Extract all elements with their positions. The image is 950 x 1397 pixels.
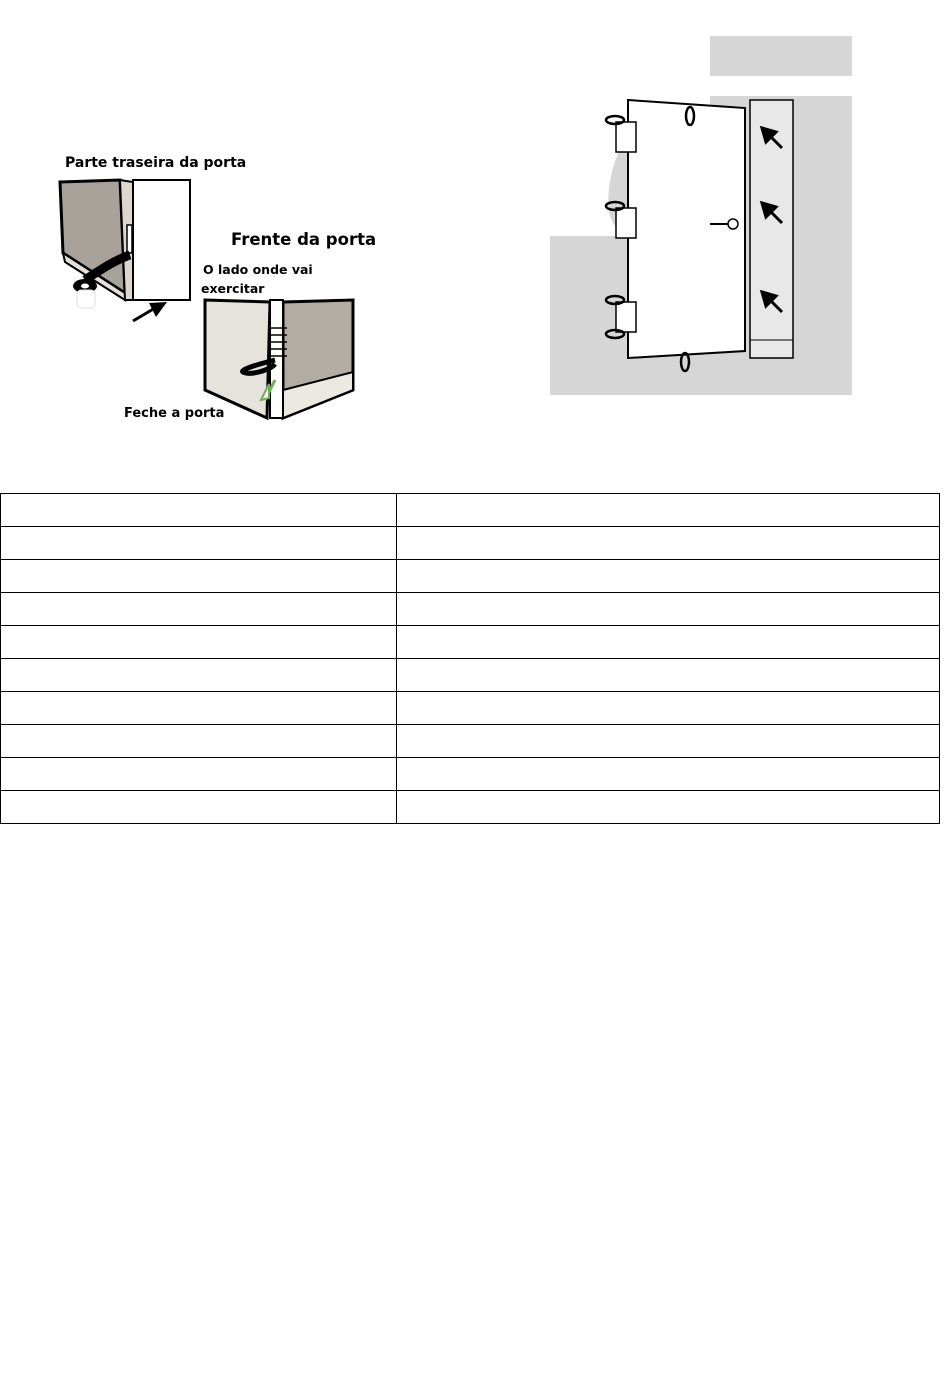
door-anchor-placement-illustration: [550, 36, 852, 395]
table-cell: [397, 494, 940, 527]
label-exercise-side-line2: exercitar: [201, 281, 265, 296]
table-cell: [397, 593, 940, 626]
table-row: [1, 791, 940, 824]
table-cell: [1, 692, 397, 725]
table-row: [1, 758, 940, 791]
table-cell: [397, 758, 940, 791]
blank-table: [0, 493, 940, 824]
arrow-icon: [133, 302, 167, 321]
table-cell: [1, 494, 397, 527]
table-row: [1, 560, 940, 593]
label-door-front: Frente da porta: [231, 230, 377, 249]
table-row: [1, 725, 940, 758]
table-cell: [1, 791, 397, 824]
table-row: [1, 527, 940, 560]
table-cell: [1, 626, 397, 659]
table-cell: [1, 659, 397, 692]
table-cell: [397, 692, 940, 725]
door-front-icon: [205, 300, 353, 418]
table-row: [1, 626, 940, 659]
table-cell: [397, 527, 940, 560]
table-cell: [397, 791, 940, 824]
table-cell: [1, 527, 397, 560]
table-cell: [1, 593, 397, 626]
table-cell: [1, 560, 397, 593]
table-cell: [1, 758, 397, 791]
table-cell: [397, 725, 940, 758]
table-row: [1, 692, 940, 725]
table-cell: [397, 659, 940, 692]
table-cell: [1, 725, 397, 758]
label-close-door: Feche a porta: [124, 406, 225, 421]
table-row: [1, 494, 940, 527]
table-row: [1, 593, 940, 626]
label-door-back: Parte traseira da porta: [65, 155, 247, 171]
label-exercise-side-line1: O lado onde vai: [203, 262, 313, 277]
table-cell: [397, 560, 940, 593]
table-row: [1, 659, 940, 692]
table-cell: [397, 626, 940, 659]
